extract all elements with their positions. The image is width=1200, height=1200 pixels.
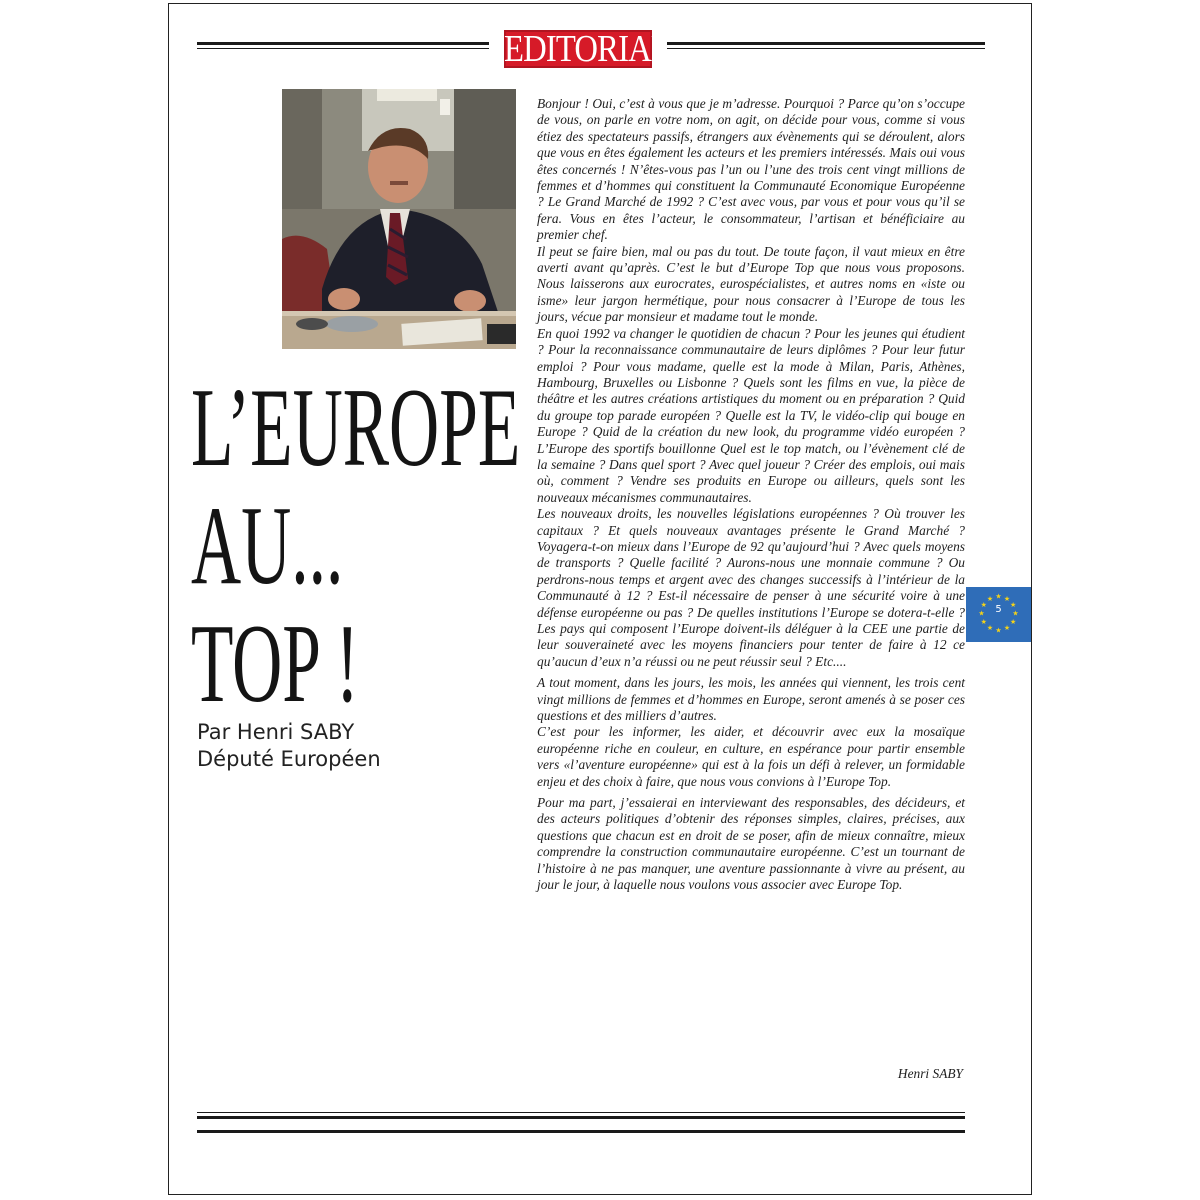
editorial-badge: EDITORIAL	[504, 28, 670, 70]
eu-star-icon: ★	[1012, 609, 1019, 618]
page-number-tab	[966, 587, 1031, 642]
paragraph-1: Bonjour ! Oui, c’est à vous que je m’adresse. Pourquoi ? Parce qu’on s’occupe de vous, on parle en votre nom, on agit, on décide pour vous, comme si vous étiez des spectateurs passifs, étrangers aux évènements qui se déroulent, alors que vous en êtes également les acteurs et les premiers intéressés. Mais oui vous êtes concernés ! N’êtes-vous pas l’un ou l’une des trois cent vingt millions de femmes et d’hommes qui constituent la Communauté Economique Européenne ? Le Grand Marché de 1992 ? C’est avec vous, par vous et pour vous qu’il se fera. Vous en êtes l’acteur, le consommateur, l’artisan et bénéficiaire au premier chef.	[537, 96, 965, 243]
eu-star-icon: ★	[986, 594, 994, 603]
eu-star-icon: ★	[980, 618, 987, 626]
article-signature: Henri SABY	[897, 1066, 963, 1081]
eu-star-icon: ★	[1003, 624, 1011, 633]
bottom-rule	[197, 1112, 965, 1133]
page-number: 5	[995, 604, 1002, 615]
eu-star-icon: ★	[1010, 601, 1017, 609]
paragraph-4: Les nouveaux droits, les nouvelles législations européennes ? Où trouver les capitaux ? Et quels nouveaux avantages présente le Grand Marché ? Voyagera-t-on mieux dans l’Europe de 92 qu’aujourd’hui ? Avec quels moyens de transports ? Quelle facilité ? Aurons-nous une monnaie commune ? Ou perdrons-nous temps et argent avec des changes successifs à l’intérieur de la Communauté à 12 ? Est-il nécessaire de penser à une sécurité voire à une défense européenne ou pas ? De quelles institutions l’Europe se dotera-t-elle ? Les pays qui composent l’Europe doivent-ils déléguer à la CEE une partie de leur souveraineté avec les moyens financiers pour tenter de faire à 12 ce qu’aucun d’eux n’a réussi ou ne peut réussir seul ? Etc....	[537, 506, 965, 669]
eu-star-icon: ★	[1003, 594, 1011, 603]
headline-line-1: L’EUROPE	[191, 366, 521, 490]
paragraph-7: Pour ma part, j’essaierai en interviewant des responsables, des décideurs, et des acteurs politiques d’obtenir des réponses simples, claires, précises, aux questions que chacun est en droit de se poser, afin de mieux connaître, mieux comprendre la construction communautaire européenne. C’est un tournant de l’histoire à ne pas manquer, une aventure passionnante à vivre au présent, au jour le jour, à laquelle nous voulons vous associer avec Europe Top.	[537, 795, 965, 893]
eu-star-icon: ★	[980, 601, 987, 609]
byline-author: Par Henri SABY	[197, 720, 355, 744]
eu-star-icon: ★	[978, 609, 985, 618]
eu-star-icon: ★	[986, 624, 994, 633]
article-headline	[191, 366, 521, 726]
paragraph-5: A tout moment, dans les jours, les mois, les années qui viennent, les trois cent vingt millions de femmes et d’hommes en Europe, seront amenés à se poser ces questions et des milliers d’autres.	[537, 675, 965, 724]
top-rule-right	[667, 42, 985, 49]
byline-role: Député Européen	[197, 747, 381, 771]
headline-line-3: TOP !	[191, 602, 359, 726]
article-body	[537, 96, 965, 894]
headline-line-2: AU...	[191, 484, 344, 608]
top-rule-left	[197, 42, 489, 49]
author-byline	[197, 719, 381, 773]
paragraph-6: C’est pour les informer, les aider, et découvrir avec eux la mosaïque européenne riche en couleur, en culture, en espérance pour partir ensemble vers «l’aventure européenne» qui est à la fois un défi à relever, un formidable enjeu et des choix à faire, que nous vous convions à l’Europe Top.	[537, 724, 965, 789]
portrait-photo	[282, 89, 516, 349]
eu-star-icon: ★	[995, 626, 1002, 635]
paragraph-2: Il peut se faire bien, mal ou pas du tout. De toute façon, il vaut mieux en être averti avant qu’après. C’est le but d’Europe Top que nous vous proposons. Nous laisserons aux eurocrates, eurospécialistes, et autres noms en «iste ou isme» leur jargon hermétique, pour nous consacrer à l’Europe de tous les jours, vécue par monsieur et madame tout le monde.	[537, 243, 965, 325]
portrait-illustration	[282, 89, 516, 349]
eu-star-icon: ★	[1010, 618, 1017, 626]
magazine-page	[168, 3, 1032, 1195]
eu-star-icon: ★	[995, 592, 1002, 601]
paragraph-3: En quoi 1992 va changer le quotidien de chacun ? Pour les jeunes qui étudient ? Pour la reconnaissance communautaire de leurs diplômes ? Pour leur futur emploi ? Pour vous madame, quelle est la mode à Milan, Paris, Athènes, Hambourg, Bruxelles ou Lisbonne ? Quels sont les films en vue, la pièce de théâtre et les autres créations artistiques du moment ou en préparation ? Quid du groupe top parade européen ? Quelle est la TV, le vidéo-clip qui bouge en Europe ? Quid de la création du new look, du programme vidéo européen ? L’Europe des sportifs bouillonne Quel est le top match, ou l’évènement clé de la semaine ? Dans quel sport ? Avec quel joueur ? Créer des emplois, oui mais où, comment ? Vendre ses produits en Europe ou ailleurs, quels sont les nouveaux mécanismes communautaires.	[537, 325, 965, 505]
